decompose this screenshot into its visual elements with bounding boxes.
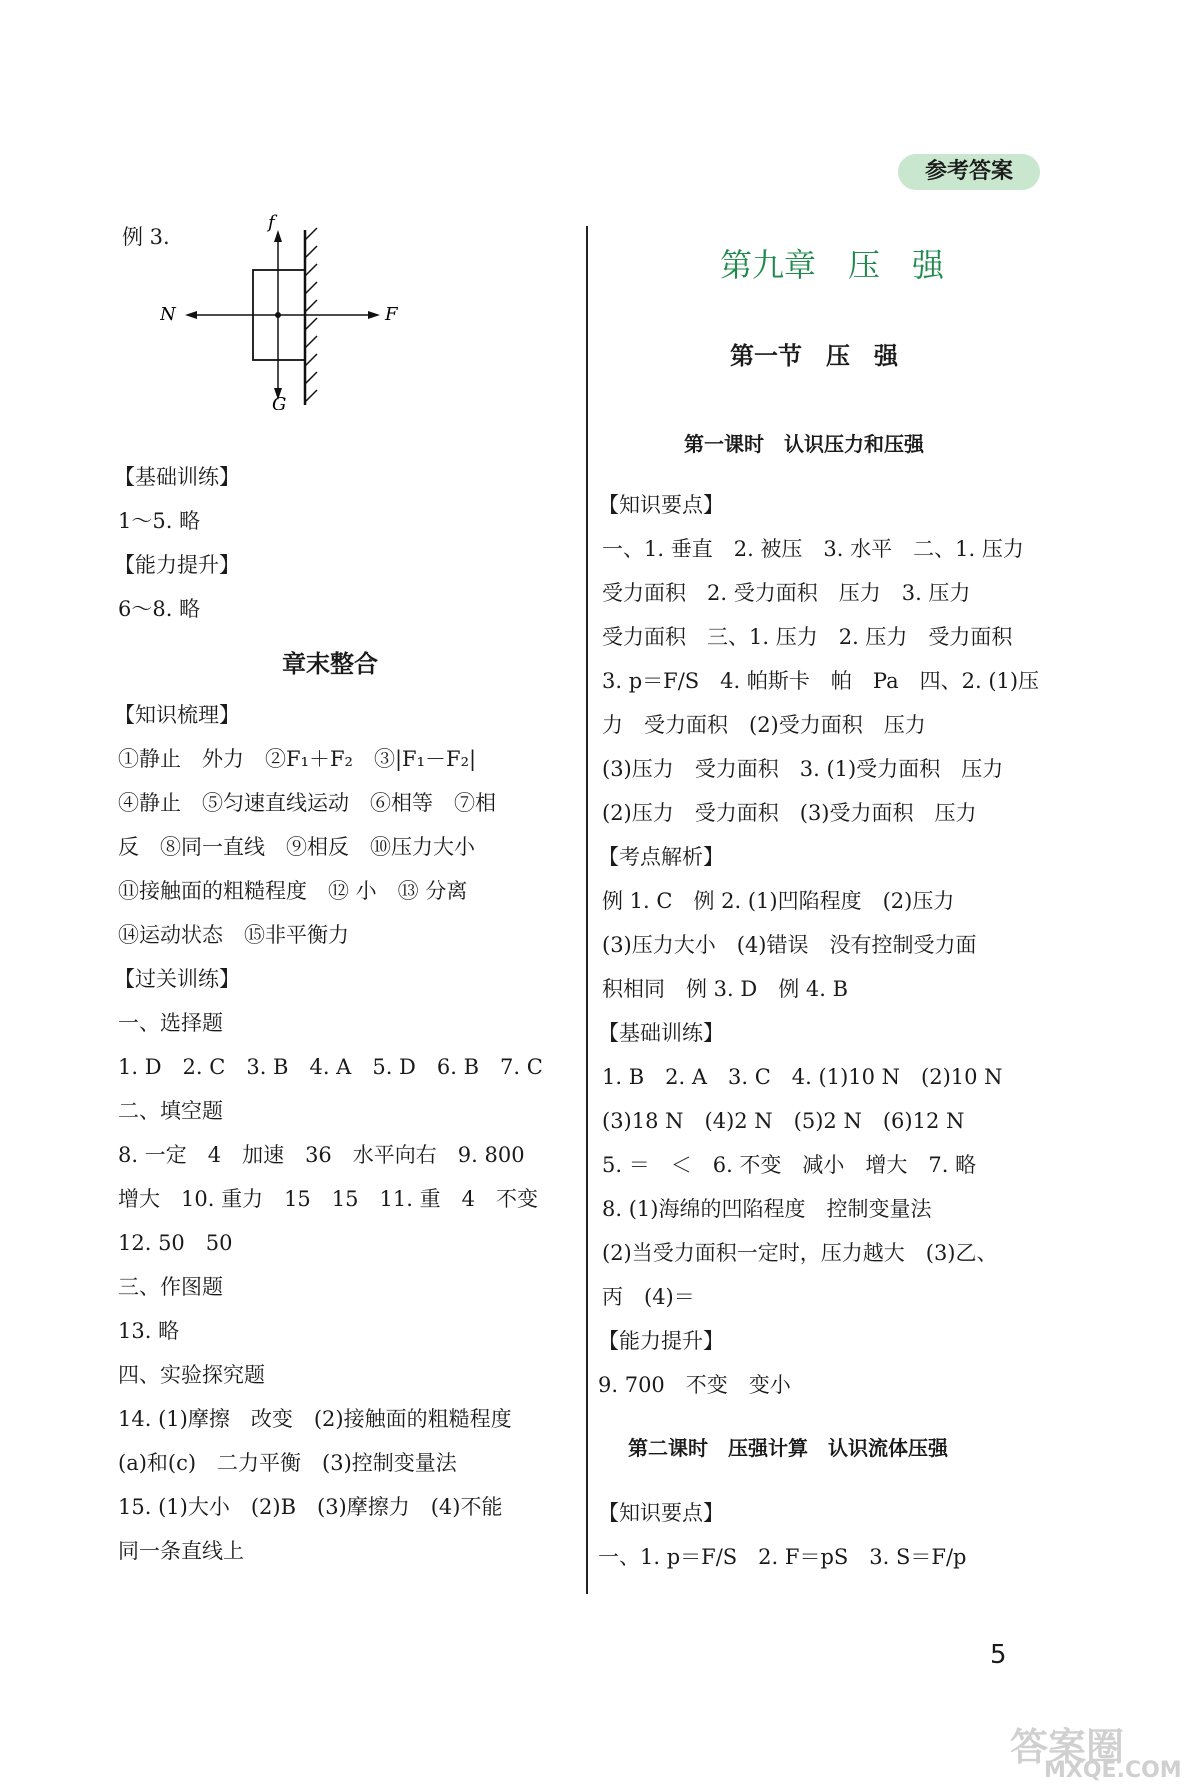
text-line: 【知识要点】 bbox=[598, 1501, 724, 1525]
text-line: (3)18 N (4)2 N (5)2 N (6)12 N bbox=[602, 1109, 965, 1133]
text-line: 丙 (4)＝ bbox=[602, 1285, 695, 1309]
text-line: 6～8. 略 bbox=[118, 597, 201, 621]
text-line: 【知识要点】 bbox=[598, 493, 724, 517]
text-line: (3)压力 受力面积 3. (1)受力面积 压力 bbox=[602, 757, 1004, 781]
text-line: 积相同 例 3. D 例 4. B bbox=[602, 977, 849, 1001]
text-line: 【考点解析】 bbox=[598, 845, 724, 869]
section-title: 第一节 压 强 bbox=[730, 342, 898, 370]
answer-key-badge: 参考答案 bbox=[898, 154, 1040, 190]
text-line: 12. 50 50 bbox=[118, 1231, 233, 1255]
force-diagram bbox=[160, 210, 420, 410]
normal-force-label: N bbox=[160, 304, 176, 325]
text-line: ⑪接触面的粗糙程度 ⑫ 小 ⑬ 分离 bbox=[118, 879, 468, 903]
text-line: 【过关训练】 bbox=[114, 967, 240, 991]
text-line: (2)压力 受力面积 (3)受力面积 压力 bbox=[602, 801, 977, 825]
text-line: 1～5. 略 bbox=[118, 509, 201, 533]
chapter-title: 第九章 压 强 bbox=[720, 246, 945, 284]
text-line: 一、1. p＝F/S 2. F＝pS 3. S＝F/p bbox=[598, 1545, 967, 1569]
text-line: 受力面积 2. 受力面积 压力 3. 压力 bbox=[602, 581, 971, 605]
text-line: 四、实验探究题 bbox=[118, 1363, 265, 1387]
text-line: 9. 700 不变 变小 bbox=[598, 1373, 791, 1397]
text-line: 受力面积 三、1. 压力 2. 压力 受力面积 bbox=[602, 625, 1013, 649]
text-line: 【能力提升】 bbox=[114, 553, 240, 577]
text-line: 5. ＝ ＜ 6. 不变 减小 增大 7. 略 bbox=[602, 1153, 977, 1177]
text-line: 例 1. C 例 2. (1)凹陷程度 (2)压力 bbox=[602, 889, 955, 913]
gravity-label: G bbox=[272, 394, 287, 410]
text-line: 一、1. 垂直 2. 被压 3. 水平 二、1. 压力 bbox=[602, 537, 1024, 561]
text-line: ⑭运动状态 ⑮非平衡力 bbox=[118, 923, 349, 947]
text-line: 反 ⑧同一直线 ⑨相反 ⑩压力大小 bbox=[118, 835, 475, 859]
text-line: 三、作图题 bbox=[118, 1275, 223, 1299]
watermark-url: MXQE.COM bbox=[1044, 1758, 1182, 1783]
friction-label: f bbox=[268, 212, 275, 233]
text-line: (2)当受力面积一定时，压力越大 (3)乙、 bbox=[602, 1241, 998, 1265]
watermark-logo: 答案圈 bbox=[1010, 1725, 1125, 1769]
text-line: 14. (1)摩擦 改变 (2)接触面的粗糙程度 bbox=[118, 1407, 512, 1431]
text-line: 力 受力面积 (2)受力面积 压力 bbox=[602, 713, 926, 737]
text-line: 8. 一定 4 加速 36 水平向右 9. 800 bbox=[118, 1143, 525, 1167]
text-line: (3)压力大小 (4)错误 没有控制受力面 bbox=[602, 933, 977, 957]
text-line: 8. (1)海绵的凹陷程度 控制变量法 bbox=[602, 1197, 932, 1221]
text-line: 一、选择题 bbox=[118, 1011, 223, 1035]
text-line: 二、填空题 bbox=[118, 1099, 223, 1123]
text-line: 【基础训练】 bbox=[598, 1021, 724, 1045]
text-line: 3. p＝F/S 4. 帕斯卡 帕 Pa 四、2. (1)压 bbox=[602, 669, 1040, 693]
text-line: 1. D 2. C 3. B 4. A 5. D 6. B 7. C bbox=[118, 1055, 543, 1079]
text-line: 【知识梳理】 bbox=[114, 703, 240, 727]
text-line: (a)和(c) 二力平衡 (3)控制变量法 bbox=[118, 1451, 457, 1475]
example-3-label: 例 3. bbox=[122, 225, 170, 249]
text-line: 15. (1)大小 (2)B (3)摩擦力 (4)不能 bbox=[118, 1495, 503, 1519]
column-divider bbox=[586, 226, 588, 1594]
page-number: 5 bbox=[990, 1640, 1007, 1670]
text-line: 同一条直线上 bbox=[118, 1539, 244, 1563]
text-line: 【基础训练】 bbox=[114, 465, 240, 489]
applied-force-label: F bbox=[385, 304, 398, 325]
lesson-2-title: 第二课时 压强计算 认识流体压强 bbox=[628, 1436, 948, 1460]
text-line: 13. 略 bbox=[118, 1319, 180, 1343]
lesson-1-title: 第一课时 认识压力和压强 bbox=[684, 432, 924, 456]
text-line: 【能力提升】 bbox=[598, 1329, 724, 1353]
text-line: ①静止 外力 ②F₁＋F₂ ③|F₁－F₂| bbox=[118, 747, 477, 771]
text-line: 1. B 2. A 3. C 4. (1)10 N (2)10 N bbox=[602, 1065, 1003, 1089]
chapter-summary-title: 章末整合 bbox=[282, 650, 378, 678]
text-line: ④静止 ⑤匀速直线运动 ⑥相等 ⑦相 bbox=[118, 791, 496, 815]
text-line: 增大 10. 重力 15 15 11. 重 4 不变 bbox=[118, 1187, 538, 1211]
